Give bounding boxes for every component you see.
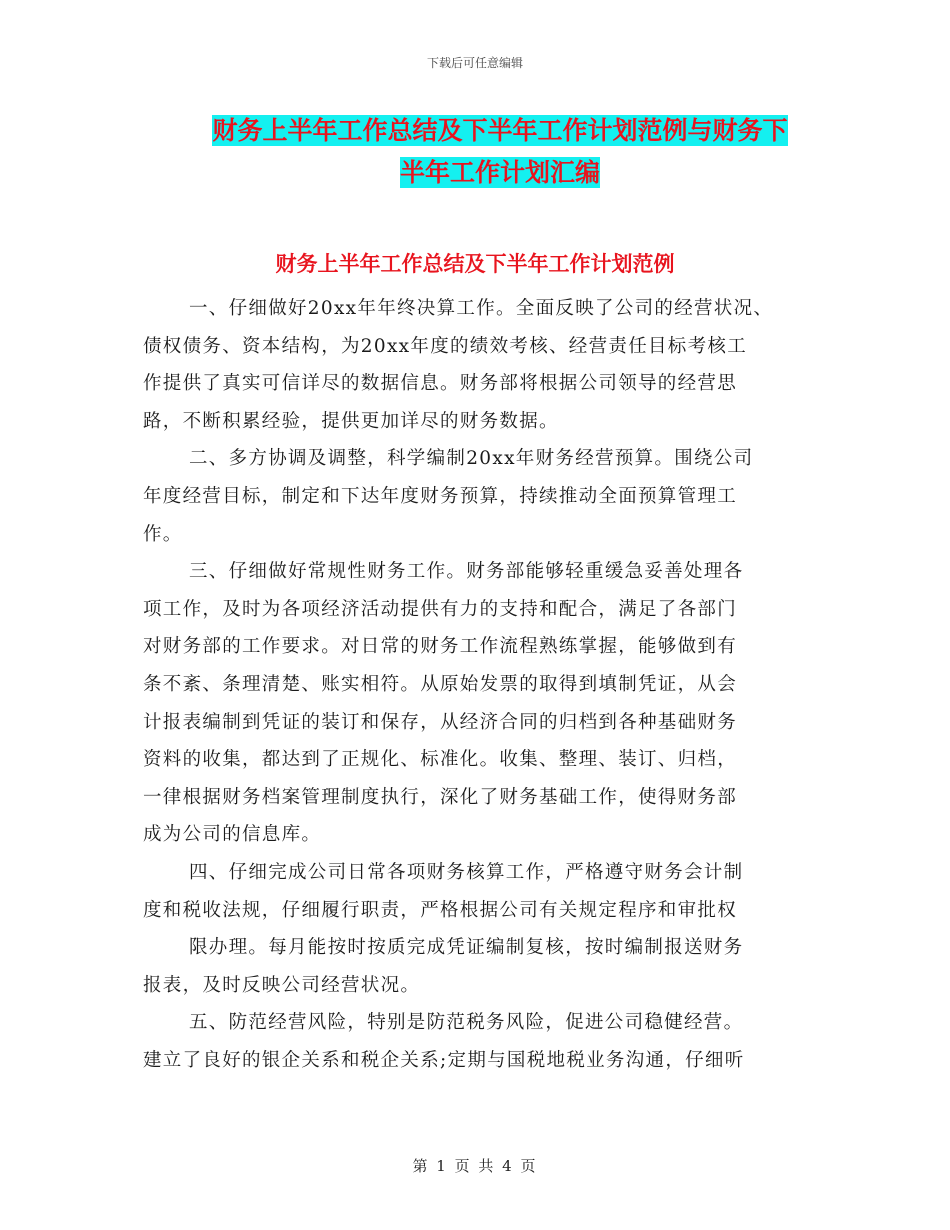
paragraph-3-line: 条不紊、条理清楚、账实相符。从原始发票的取得到填制凭证，从会 [143,673,738,695]
paragraph-4-line: 报表，及时反映公司经营状况。 [143,974,421,996]
paragraph-3-line: 三、仔细做好常规性财务工作。财务部能够轻重缓急妥善处理各 [189,561,744,583]
paragraph-4-line: 限办理。每月能按时按质完成凭证编制复核，按时编制报送财务 [189,937,744,959]
paragraph-2-line: 二、多方协调及调整，科学编制20xx年财务经营预算。围绕公司 [189,448,754,470]
header-note: 下载后可任意编辑 [426,56,523,70]
paragraph-3-line: 成为公司的信息库。 [143,824,322,846]
paragraph-1-line: 作提供了真实可信详尽的数据信息。财务部将根据公司领导的经营思 [143,373,738,395]
paragraph-3-line: 项工作，及时为各项经济活动提供有力的支持和配合，满足了各部门 [143,598,738,620]
document-title-line-1: 财务上半年工作总结及下半年工作计划范例与财务下 [212,116,788,145]
paragraph-3-line: 一律根据财务档案管理制度执行，深化了财务基础工作，使得财务部 [143,786,738,808]
document-title [150,110,850,194]
paragraph-4-line: 四、仔细完成公司日常各项财务核算工作，严格遵守财务会计制 [189,861,744,883]
paragraph-3-line: 对财务部的工作要求。对日常的财务工作流程熟练掌握，能够做到有 [143,636,738,658]
page-number-footer: 第 1 页 共 4 页 [412,1157,538,1175]
paragraph-5-line: 五、防范经营风险，特别是防范税务风险，促进公司稳健经营。 [189,1012,744,1034]
paragraph-5-line: 建立了良好的银企关系和税企关系;定期与国税地税业务沟通，仔细听 [143,1049,745,1071]
paragraph-1-line: 债权债务、资本结构，为20xx年度的绩效考核、经营责任目标考核工 [143,335,748,357]
paragraph-1-line: 路，不断积累经验，提供更加详尽的财务数据。 [143,410,559,432]
body-text [143,290,823,1079]
paragraph-1-line: 一、仔细做好20xx年年终决算工作。全面反映了公司的经营状况、 [189,298,774,319]
paragraph-2-line: 年度经营目标，制定和下达年度财务预算，持续推动全面预算管理工 [143,485,738,507]
document-title-line-2: 半年工作计划汇编 [399,158,600,187]
paragraph-2-line: 作。 [143,523,183,545]
paragraph-3-line: 计报表编制到凭证的装订和保存，从经济合同的归档到各种基础财务 [143,711,738,733]
paragraph-4-line: 度和税收法规，仔细履行职责，严格根据公司有关规定程序和审批权 [143,899,738,921]
section-title: 财务上半年工作总结及下半年工作计划范例 [275,252,675,276]
paragraph-3-line: 资料的收集，都达到了正规化、标准化。收集、整理、装订、归档， [143,749,738,771]
